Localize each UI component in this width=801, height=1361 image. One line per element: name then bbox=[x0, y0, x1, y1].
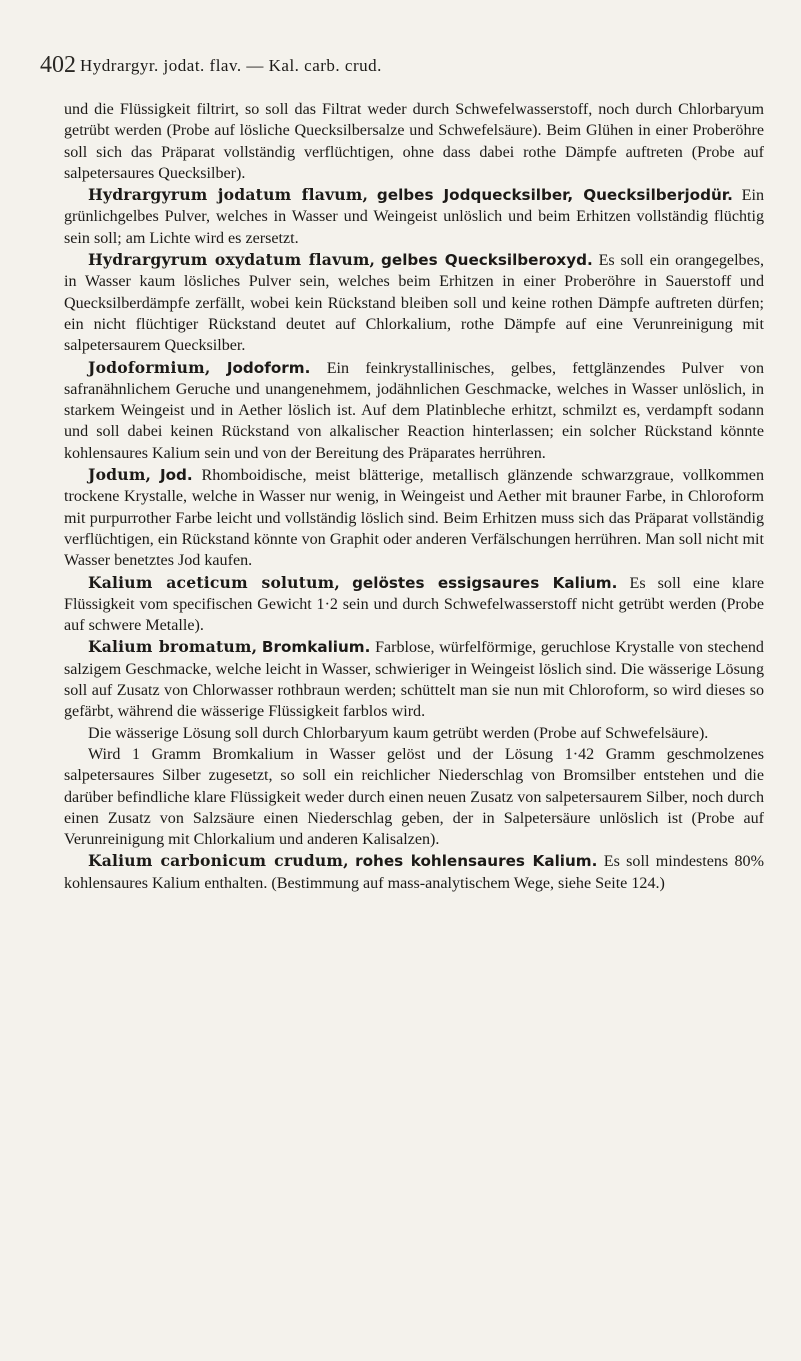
entry-latin-term: Hydrargyrum oxydatum flavum, bbox=[88, 250, 376, 270]
entry-jodum bbox=[64, 464, 764, 571]
paragraph-continuation bbox=[64, 99, 764, 184]
entry-text: Es soll mindestens 80% kohlensaures Kalium enthalten. (Bestimmung auf mass-analytischem Wege, siehe Seite 124.) bbox=[64, 853, 764, 892]
entry-text: Farblose, würfelförmige, geruchlose Krystalle von stechend salzigem Geschmacke, welche leicht in Wasser, schwieriger in Weingeist löslich sind. Die wässerige Lösung soll auf Zusatz von Chlorwasser rothbraun werden; schüttelt man sie nun mit Chloroform, so wird dieses so gefärbt, während die wässerige Flüssigkeit farblos wird. bbox=[64, 639, 764, 721]
entry-text: Ein feinkrystallinisches, gelbes, fettglänzendes Pulver von safranähnlichem Geruche und unangenehmem, jodähnlichen Geschmacke, welches in Wasser unlöslich, in starkem Weingeist und in Aether löslich ist. Auf dem Platinbleche erhitzt, schmilzt es, verdampft sodann und soll dabei keinen Rückstand von alkalischer Reaction hinterlassen; ein solcher Rückstand könnte kohlensaures Kalium sein und von der Bereitung des Präparates herrühren. bbox=[64, 359, 765, 462]
entry-hydrargyrum-oxydatum-flavum bbox=[64, 249, 764, 356]
body-text bbox=[64, 99, 764, 894]
entry-latin-term: Jodoformium, bbox=[88, 357, 211, 377]
entry-kalium-bromatum bbox=[64, 636, 764, 722]
entry-jodoformium bbox=[64, 357, 764, 464]
paragraph-text: und die Flüssigkeit filtrirt, so soll das Filtrat weder durch Schwefelwasserstoff, noch durch Chlorbaryum getrübt werden (Probe auf lösliche Quecksilbersalze und Schwefelsäure). Beim Glühen in einer Proberöhre soll sich das Präparat vollständig verflüchtigen, ohne dass dabei rothe Dämpfe auftreten (Probe auf salpetersaures Quecksilber). bbox=[64, 101, 764, 182]
entry-german-term: gelbes Quecksilberoxyd. bbox=[381, 251, 593, 270]
paragraph-text: Die wässerige Lösung soll durch Chlorbaryum kaum getrübt werden (Probe auf Schwefelsäure). bbox=[88, 724, 709, 742]
page-header bbox=[0, 52, 801, 92]
entry-kalium-carbonicum-crudum bbox=[64, 850, 764, 894]
entry-latin-term: Hydrargyrum jodatum flavum, bbox=[88, 185, 369, 205]
entry-latin-term: Kalium carbonicum crudum, bbox=[88, 851, 349, 871]
entry-german-term: Bromkalium. bbox=[261, 638, 371, 657]
entry-german-term: Jodoform. bbox=[226, 358, 311, 377]
entry-kalium-aceticum-solutum bbox=[64, 572, 764, 637]
entry-german-term: gelöstes essigsaures Kalium. bbox=[352, 573, 618, 592]
entry-latin-term: Kalium bromatum, bbox=[88, 637, 258, 657]
running-head: Hydrargyr. jodat. flav. — Kal. carb. crud. bbox=[80, 56, 382, 75]
entry-latin-term: Jodum, bbox=[88, 465, 152, 485]
entry-text: Rhomboidische, meist blätterige, metallisch glänzende schwarzgraue, vollkommen trockene Krystalle, welche in Wasser nur wenig, in Weingeist und Aether mit brauner Farbe, in Chloroform mit purpurrother Farbe leicht und vollständig löslich sind. Beim Erhitzen muss sich das Präparat vollständig verflüchtigen, ein Rückstand könnte von Graphit oder anderen Verfälschungen herrühren. Man soll nicht mit Wasser benetztes Jod kaufen. bbox=[64, 467, 764, 570]
paragraph-text: Wird 1 Gramm Bromkalium in Wasser gelöst und der Lösung 1·42 Gramm geschmolzenes salpetersaures Silber zugesetzt, so soll ein reichlicher Niederschlag von Bromsilber entstehen und die darüber befindliche klare Flüssigkeit weder durch einen neuen Zusatz von salpetersaurem Silber, noch durch einen Zusatz von Salzsäure einen Niederschlag geben, der in Salpetersäure unlöslich ist (Probe auf Verunreinigung mit Chlorkalium und anderen Kalisalzen). bbox=[64, 745, 764, 849]
page-number: 402 bbox=[40, 52, 76, 78]
entry-german-term: gelbes Jodquecksilber, Quecksilberjodür. bbox=[376, 186, 733, 205]
entry-german-term: Jod. bbox=[159, 466, 193, 485]
paragraph-kalium-bromatum-silver-test bbox=[64, 744, 764, 850]
entry-german-term: rohes kohlensaures Kalium. bbox=[355, 852, 598, 871]
entry-text: Es soll eine klare Flüssigkeit vom specifischen Gewicht 1·2 sein und durch Schwefelwasserstoff nicht getrübt werden (Probe auf schwere Metalle). bbox=[64, 574, 764, 635]
entry-text: Ein grünlichgelbes Pulver, welches in Wasser und Weingeist unlöslich und beim Erhitzen vollständig flüchtig sein soll; am Lichte wird es zersetzt. bbox=[64, 187, 764, 247]
entry-text: Es soll ein orangegelbes, in Wasser kaum lösliches Pulver sein, welches beim Erhitzen in einer Proberöhre in Sauerstoff und Quecksilberdämpfe zerfällt, wobei kein Rückstand bleiben soll und keine rothen Dämpfe auftreten dürfen; ein nicht flüchtiger Rückstand deutet auf Chlorkalium, rothe Dämpfe auf eine Verunreinigung mit salpetersaurem Quecksilber. bbox=[64, 252, 765, 355]
paragraph-kalium-bromatum-sulfate-test bbox=[64, 723, 764, 744]
entry-hydrargyrum-jodatum-flavum bbox=[64, 184, 764, 249]
entry-latin-term: Kalium aceticum solutum, bbox=[88, 572, 340, 592]
